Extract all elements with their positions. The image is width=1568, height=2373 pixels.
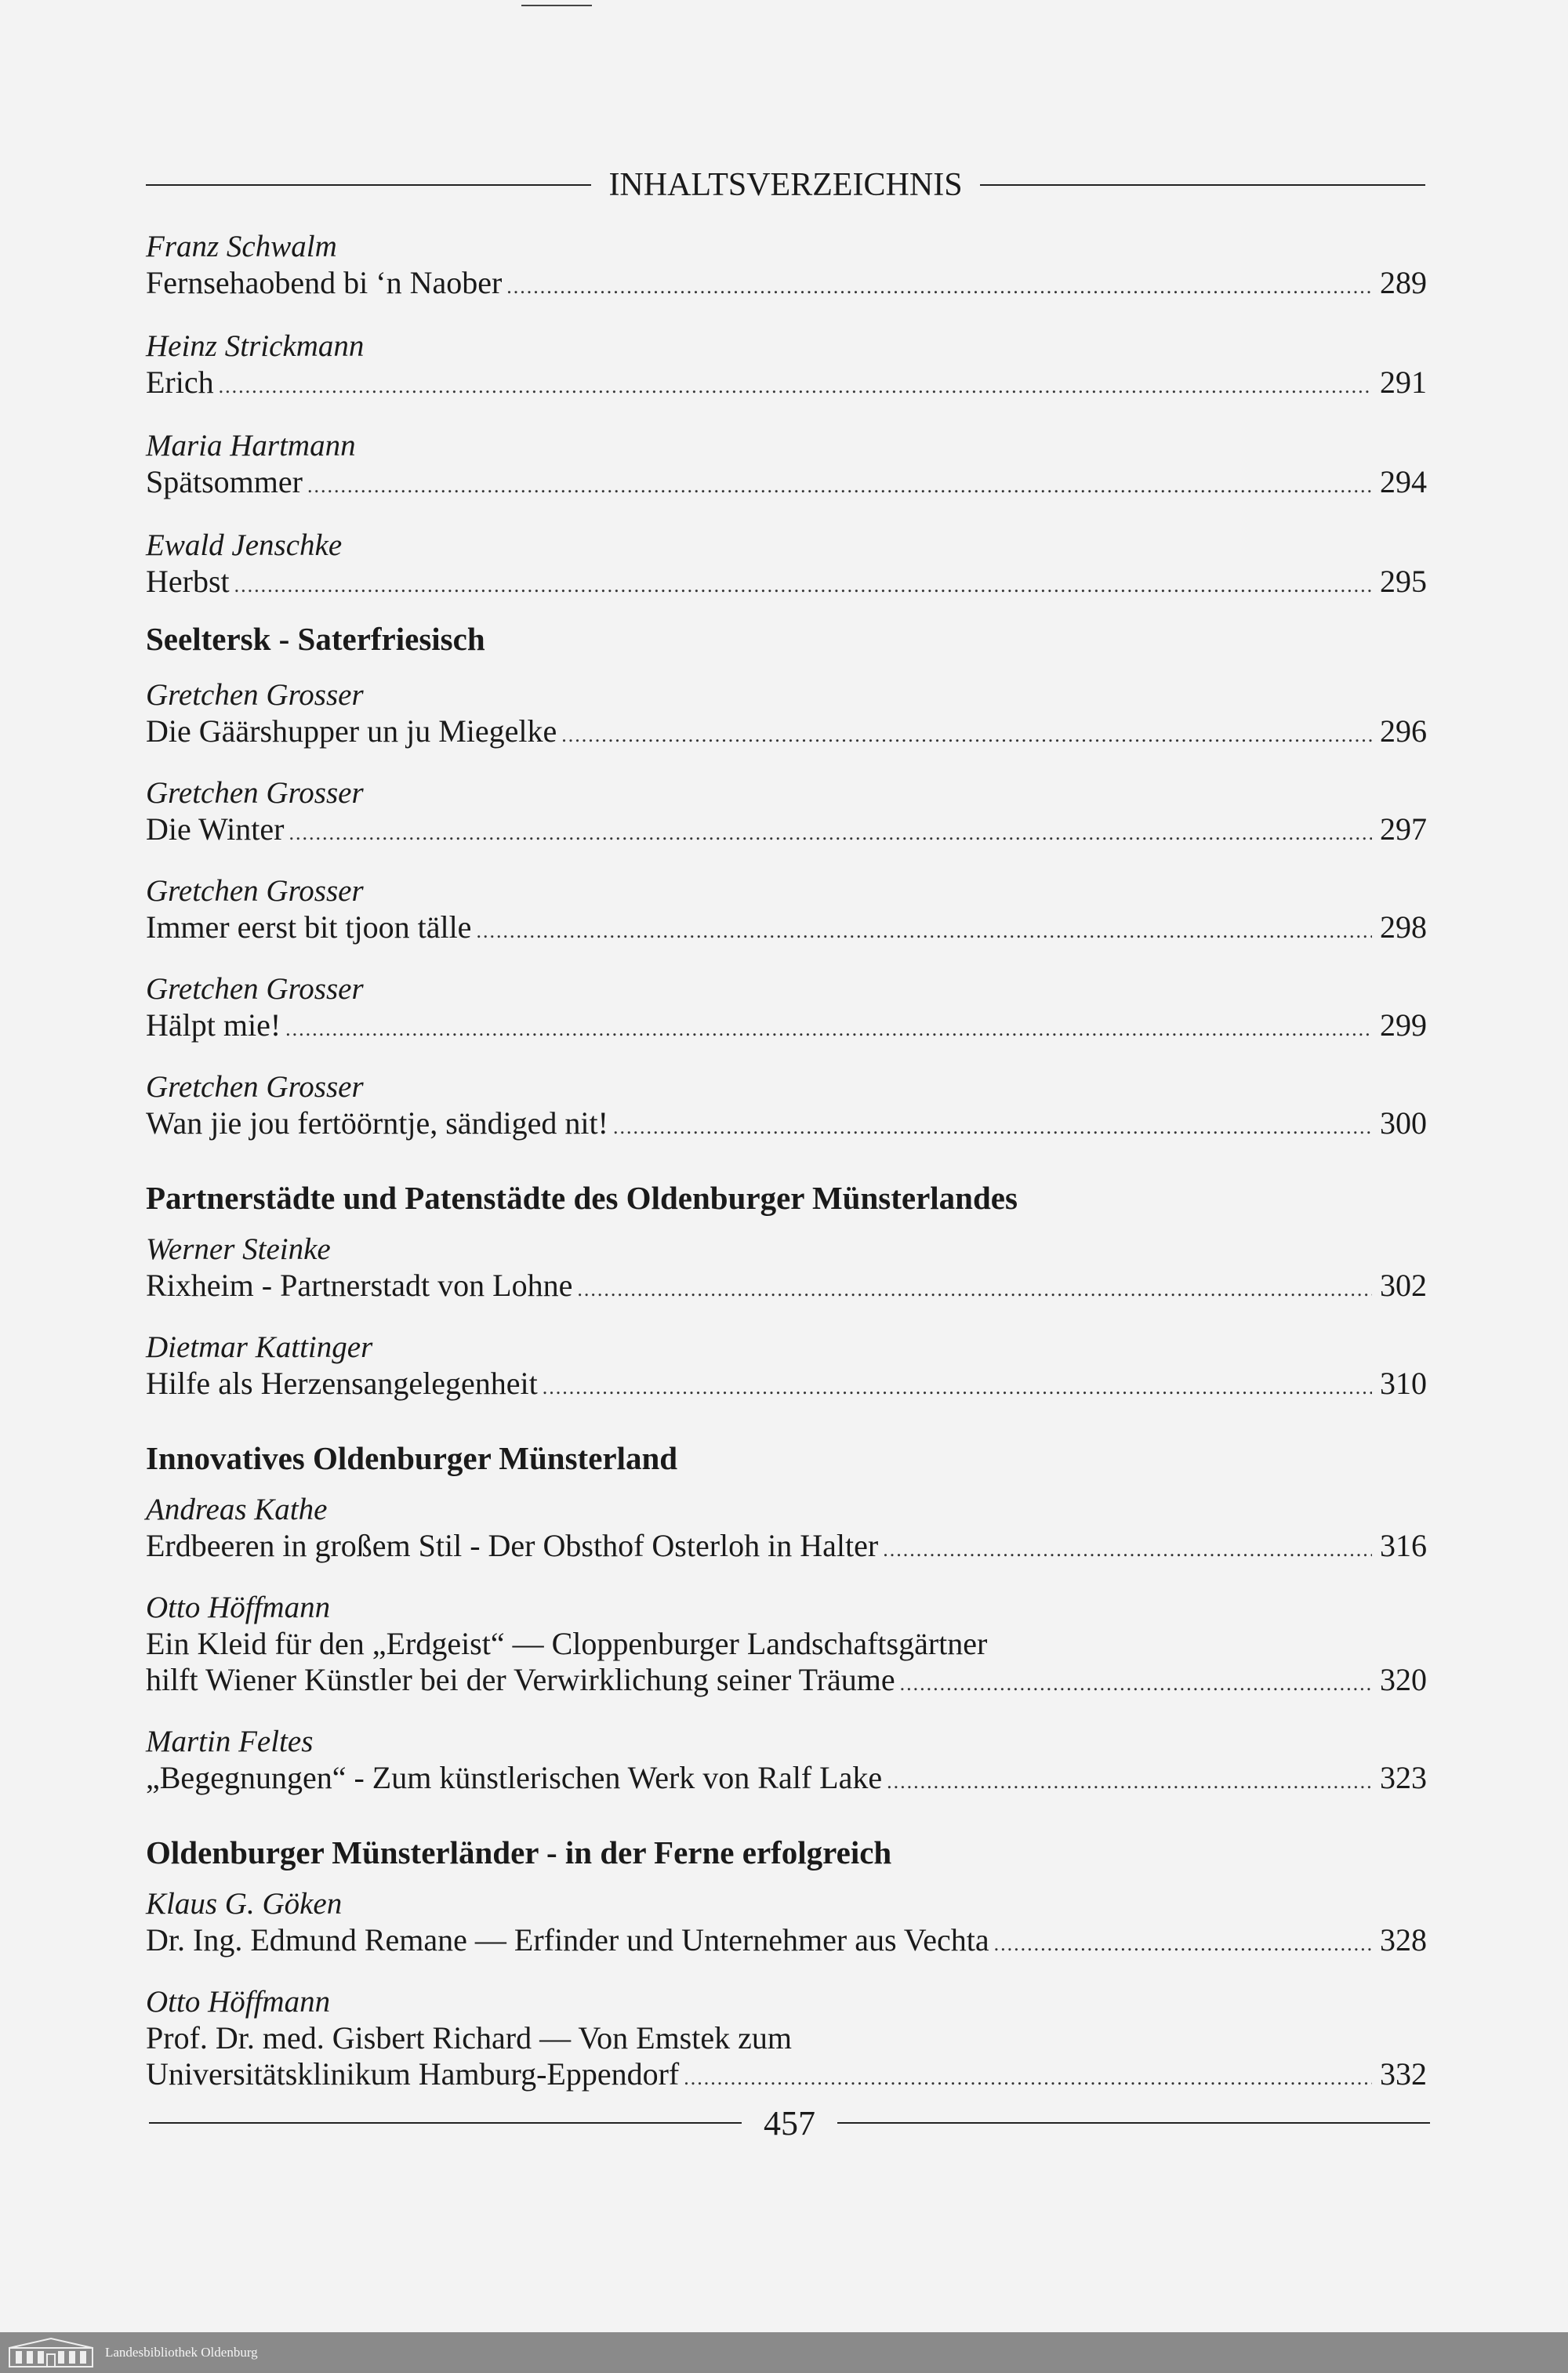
entry-author: Otto Höffmann <box>146 1591 331 1624</box>
entry-row <box>146 1007 1427 1047</box>
entry-title-line1: Ein Kleid für den „Erdgeist“ — Cloppenburger Landschaftsgärtner <box>146 1626 988 1661</box>
leader-dots <box>234 568 1372 604</box>
toc-entry <box>146 328 1427 405</box>
entry-author: Gretchen Grosser <box>146 972 364 1006</box>
entry-row <box>146 811 1427 851</box>
entry-author: Gretchen Grosser <box>146 678 364 712</box>
entry-row <box>146 713 1427 753</box>
toc-entry <box>146 1886 1427 1962</box>
entry-row <box>146 365 1427 405</box>
leader-dots <box>543 1370 1372 1406</box>
section-heading: Oldenburger Münsterländer - in der Ferne erfolgreich <box>146 1834 892 1870</box>
entry-author: Otto Höffmann <box>146 1985 331 2019</box>
toc-entry <box>146 1590 1427 1702</box>
entry-row <box>146 1268 1427 1308</box>
entry-page: 300 <box>1380 1105 1427 1141</box>
entry-row <box>146 1528 1427 1568</box>
leader-dots <box>613 1109 1372 1145</box>
entry-author: Martin Feltes <box>146 1725 314 1758</box>
leader-dots <box>994 1926 1372 1962</box>
scan-mark <box>521 5 592 6</box>
toc-entry <box>146 1330 1427 1406</box>
entry-author: Ewald Jenschke <box>146 528 343 562</box>
leader-dots <box>887 1764 1372 1800</box>
entry-title: Universitätsklinikum Hamburg-Eppendorf <box>146 2056 680 2092</box>
entry-page: 291 <box>1380 365 1427 400</box>
entry-title: „Begegnungen“ - Zum künstlerischen Werk von Ralf Lake <box>146 1760 883 1795</box>
entry-title: Wan jie jou fertöörntje, sändiged nit! <box>146 1105 608 1141</box>
entry-row <box>146 1366 1427 1406</box>
leader-dots <box>289 815 1372 851</box>
toc-entry <box>146 1492 1427 1568</box>
entry-row <box>146 1105 1427 1145</box>
page-footer <box>149 2098 1430 2148</box>
entry-title-line1: Prof. Dr. med. Gisbert Richard — Von Emstek zum <box>146 2020 792 2056</box>
entry-title: Spätsommer <box>146 464 303 499</box>
toc-entry <box>146 677 1427 753</box>
entry-row <box>146 265 1427 305</box>
leader-dots <box>506 269 1372 305</box>
toc-entry <box>146 428 1427 504</box>
entry-author: Franz Schwalm <box>146 230 337 263</box>
footer-rule-left <box>149 2122 742 2124</box>
table-of-contents <box>146 224 1427 2096</box>
entry-page: 310 <box>1380 1366 1427 1401</box>
entry-author: Heinz Strickmann <box>146 329 365 363</box>
entry-title: Erdbeeren in großem Stil - Der Obsthof Osterloh in Halter <box>146 1528 879 1563</box>
leader-dots <box>285 1011 1372 1047</box>
entry-title: Die Gäärshupper un ju Miegelke <box>146 713 557 749</box>
page-title: INHALTSVERZEICHNIS <box>608 167 963 203</box>
footer-rule-right <box>837 2122 1430 2124</box>
entry-row <box>146 2056 1427 2096</box>
entry-page: 289 <box>1380 265 1427 300</box>
leader-dots <box>577 1272 1372 1308</box>
leader-dots <box>684 2060 1372 2096</box>
entry-page: 294 <box>1380 464 1427 499</box>
entry-title: Fernsehaobend bi ‘n Naober <box>146 265 503 300</box>
entry-author: Klaus G. Göken <box>146 1887 343 1921</box>
entry-title: Erich <box>146 365 214 400</box>
entry-row <box>146 1760 1427 1800</box>
toc-entry <box>146 1232 1427 1308</box>
leader-dots <box>219 368 1372 405</box>
section-heading: Seeltersk - Saterfriesisch <box>146 621 485 657</box>
entry-author: Dietmar Kattinger <box>146 1330 373 1364</box>
entry-page: 332 <box>1380 2056 1427 2092</box>
entry-author: Maria Hartmann <box>146 429 356 463</box>
entry-author: Gretchen Grosser <box>146 776 364 810</box>
leader-dots <box>900 1666 1372 1702</box>
entry-row <box>146 564 1427 604</box>
entry-title: Die Winter <box>146 811 285 847</box>
entry-page: 298 <box>1380 909 1427 945</box>
leader-dots <box>561 717 1372 753</box>
entry-title: Hilfe als Herzensangelegenheit <box>146 1366 538 1401</box>
entry-author: Gretchen Grosser <box>146 874 364 908</box>
leader-dots <box>307 468 1372 504</box>
entry-title: Rixheim - Partnerstadt von Lohne <box>146 1268 573 1303</box>
entry-page: 295 <box>1380 564 1427 599</box>
entry-author: Andreas Kathe <box>146 1493 328 1526</box>
entry-title: hilft Wiener Künstler bei der Verwirklichung seiner Träume <box>146 1662 895 1697</box>
header-rule-right <box>980 184 1425 186</box>
entry-row <box>146 464 1427 504</box>
entry-page: 320 <box>1380 1662 1427 1697</box>
entry-title: Hälpt mie! <box>146 1007 281 1043</box>
entry-page: 302 <box>1380 1268 1427 1303</box>
entry-page: 323 <box>1380 1760 1427 1795</box>
toc-entry <box>146 229 1427 305</box>
toc-entry <box>146 873 1427 949</box>
entry-title: Dr. Ing. Edmund Remane — Erfinder und Unternehmer aus Vechta <box>146 1922 989 1958</box>
entry-page: 299 <box>1380 1007 1427 1043</box>
page-header <box>146 160 1425 210</box>
entry-row <box>146 909 1427 949</box>
entry-row <box>146 1662 1427 1702</box>
section-heading: Innovatives Oldenburger Münsterland <box>146 1440 678 1476</box>
section-heading: Partnerstädte und Patenstädte des Oldenburger Münsterlandes <box>146 1180 1018 1216</box>
page-number: 457 <box>764 2103 815 2143</box>
entry-page: 328 <box>1380 1922 1427 1958</box>
entry-page: 296 <box>1380 713 1427 749</box>
entry-title: Immer eerst bit tjoon tälle <box>146 909 472 945</box>
entry-row <box>146 1922 1427 1962</box>
entry-page: 297 <box>1380 811 1427 847</box>
leader-dots <box>883 1532 1372 1568</box>
entry-title: Herbst <box>146 564 230 599</box>
toc-entry <box>146 528 1427 604</box>
entry-author: Gretchen Grosser <box>146 1070 364 1104</box>
toc-entry <box>146 971 1427 1047</box>
toc-entry <box>146 1724 1427 1800</box>
header-rule-left <box>146 184 591 186</box>
toc-entry <box>146 1984 1427 2096</box>
library-bar <box>0 2332 1568 2373</box>
entry-page: 316 <box>1380 1528 1427 1563</box>
leader-dots <box>476 913 1372 949</box>
library-name: Landesbibliothek Oldenburg <box>105 2345 258 2360</box>
entry-author: Werner Steinke <box>146 1232 331 1266</box>
toc-entry <box>146 775 1427 851</box>
library-building-icon <box>8 2337 94 2368</box>
toc-entry <box>146 1069 1427 1145</box>
